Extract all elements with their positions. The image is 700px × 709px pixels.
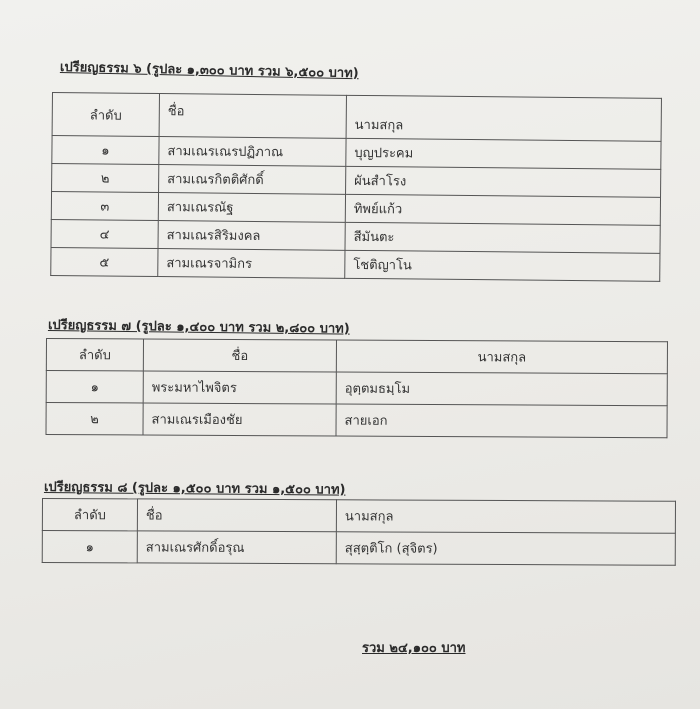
header-name: ชื่อ [143, 339, 336, 372]
row-surname: สีมันตะ [345, 222, 660, 253]
row-name: สามเณรสิริมงคล [158, 221, 345, 251]
section-1-table [50, 92, 662, 282]
header-surname: นามสกุล [336, 500, 675, 533]
row-order: ๕ [51, 247, 158, 276]
row-name: สามเณรจามิกร [158, 249, 345, 279]
section-3-table [42, 498, 676, 566]
row-name: สามเณรศักดิ์อรุณ [137, 531, 336, 564]
row-name: สามเณรเมืองชัย [143, 403, 336, 436]
table-header-row [42, 499, 675, 534]
header-order: ลำดับ [46, 339, 143, 372]
header-order: ลำดับ [42, 499, 137, 531]
row-surname: โชติญาโน [345, 250, 660, 281]
row-surname: บุญประคม [346, 138, 661, 169]
table-row [46, 403, 667, 438]
row-surname: สุสฺตฺติโก (สุจิตร) [336, 532, 675, 565]
section-2-table [45, 338, 667, 438]
section-3-heading: เปรียญธรรม ๘ (รูปละ ๑,๕๐๐ บาท รวม ๑,๕๐๐ บาท) [43, 480, 346, 498]
row-order: ๑ [46, 371, 143, 404]
header-surname: นามสกุล [336, 340, 667, 374]
row-order: ๒ [46, 403, 143, 436]
table-row [46, 371, 667, 406]
table-row [51, 247, 660, 281]
header-surname: นามสกุล [346, 95, 661, 141]
row-surname: ผันสำโรง [346, 166, 661, 197]
row-surname: ทิพย์แก้ว [345, 194, 660, 225]
row-order: ๒ [52, 164, 159, 193]
row-order: ๔ [51, 219, 158, 248]
section-2-heading: เปรียญธรรม ๗ (รูปละ ๑,๔๐๐ บาท รวม ๒,๘๐๐ บาท) [47, 318, 350, 337]
row-order: ๑ [42, 531, 137, 563]
table-row [42, 531, 675, 566]
row-name: สามเณรณัฐ [158, 193, 345, 223]
row-name: สามเณรเณรปฏิภาณ [159, 137, 346, 167]
row-surname: สายเอก [336, 404, 667, 438]
header-name: ชื่อ [137, 499, 336, 532]
row-order: ๑ [52, 136, 159, 165]
header-order: ลำดับ [52, 93, 159, 137]
section-1-heading: เปรียญธรรม ๖ (รูปละ ๑,๓๐๐ บาท รวม ๖,๕๐๐ บาท) [59, 60, 359, 82]
row-order: ๓ [51, 192, 158, 221]
grand-total: รวม ๒๔,๑๐๐ บาท [362, 641, 466, 656]
row-name: สามเณรกิตติศักดิ์ [159, 165, 346, 195]
header-name: ชื่อ [159, 94, 346, 139]
row-name: พระมหาไพจิตร [143, 371, 336, 404]
table-header-row [52, 93, 661, 142]
table-header-row [46, 339, 667, 374]
row-surname: อุตฺตมธมฺโม [336, 372, 667, 406]
